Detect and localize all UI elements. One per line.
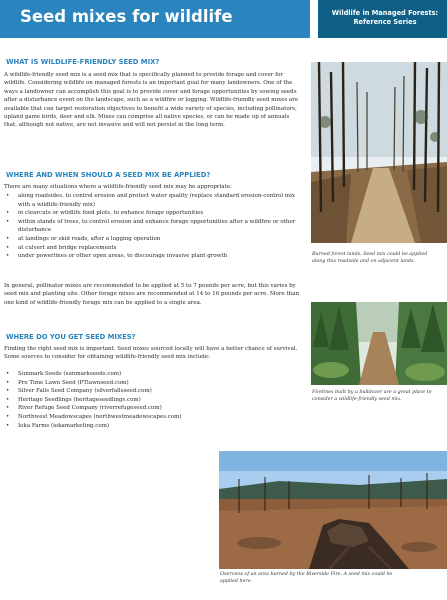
list-item: • at landings or skid roads, after a logging operation (4, 235, 304, 244)
caption-burned-area: Overview of an area burned by the Riverside Fire. A seed mix could be applied here. (220, 572, 393, 584)
page-title: Seed mixes for wildlife (20, 7, 233, 26)
paragraph-what: A wildlife-friendly seed mix is a seed mix that is specifically planned to provide forage and cover for wildlife. Considering wildlife on managed forests is an important goal for many landowners. One of the ways a landowner can accomplish this goal is to provide cover and forage opportunities by sowing seeds after a disturbance event on the landscape, such as a wildfire or logging. Wildlife-friendly seed mixes are available that can target restoration objectives to benefit a wide variety of species, including pollinators, upland game birds, deer and elk. Mixes can comprise all native species, or can be made up of annuals that, although not native, are not invasive and will not persist in the long term. (4, 72, 299, 129)
title-banner (0, 0, 310, 38)
list-item: • Northwest Meadowscapes (northwestmeadowscapes.com) (4, 413, 244, 422)
list-item: • in clearcuts or wildlife food plots, to enhance forage opportunities (4, 209, 304, 218)
paragraph-sources-intro: Finding the right seed mix is important. Seed mixes sourced locally will have a better chance of survival. Some sources to consider for obtaining wildlife-friendly seed mix include: (4, 346, 298, 361)
application-list (4, 192, 304, 261)
list-item: • Heritage Seedlings (heritageseedlings.com) (4, 396, 244, 405)
caption-burned-forest: Burned forest lands. Seed mix could be applied along this roadside and on adjacent lands. (312, 252, 428, 264)
list-item: • Pro Time Lawn Seed (PTlawnseed.com) (4, 379, 244, 388)
section-heading-where-when: WHERE AND WHEN SHOULD A SEED MIX BE APPLIED? (6, 171, 211, 179)
section-heading-what: WHAT IS WILDLIFE-FRIENDLY SEED MIX? (6, 58, 160, 66)
list-item: • Silver Falls Seed Company (silverfallsseed.com) (4, 387, 244, 396)
paragraph-where-when-intro: There are many situations where a wildlife-friendly seed mix may be appropriate: (4, 184, 232, 190)
list-item: • Sunmark Seeds (sunmarkseeds.com) (4, 370, 244, 379)
photo-burned-area (219, 451, 447, 569)
photo-fireline (311, 302, 447, 385)
seed-source-list (4, 370, 244, 430)
list-item: • Ioka Farms (iokamarketing.com) (4, 422, 244, 431)
list-item: • under powerlines or other open areas, to discourage invasive plant growth (4, 252, 304, 261)
list-item: • at culvert and bridge replacements (4, 244, 304, 253)
paragraph-application-rates: In general, pollinator mixes are recommended to be applied at 5 to 7 pounds per acre, but this varies by seed mix and planting site. Other forage mixes are recommended at 14 to 16 pounds per acre. More than one kind of wildlife-friendly forage mix can be applied to a single area. (4, 283, 300, 306)
caption-fireline: Firelines built by a bulldozer are a great place to consider a wildlife-friendly seed mix. (312, 390, 432, 402)
list-item: • along roadsides, to control erosion and protect water quality (replace standard erosion-control mix with a wildlife-friendly mix) (4, 192, 304, 209)
photo-burned-forest (311, 62, 447, 243)
series-banner (318, 0, 447, 38)
list-item: • within stands of trees, to control erosion and enhance forage opportunities after a wildfire or other disturbance (4, 218, 304, 235)
section-heading-sources: WHERE DO YOU GET SEED MIXES? (6, 333, 136, 341)
list-item: • River Refuge Seed Company (riverrefugeseed.com) (4, 404, 244, 413)
series-label: Wildlife in Managed Forests: Reference Series (331, 9, 439, 26)
